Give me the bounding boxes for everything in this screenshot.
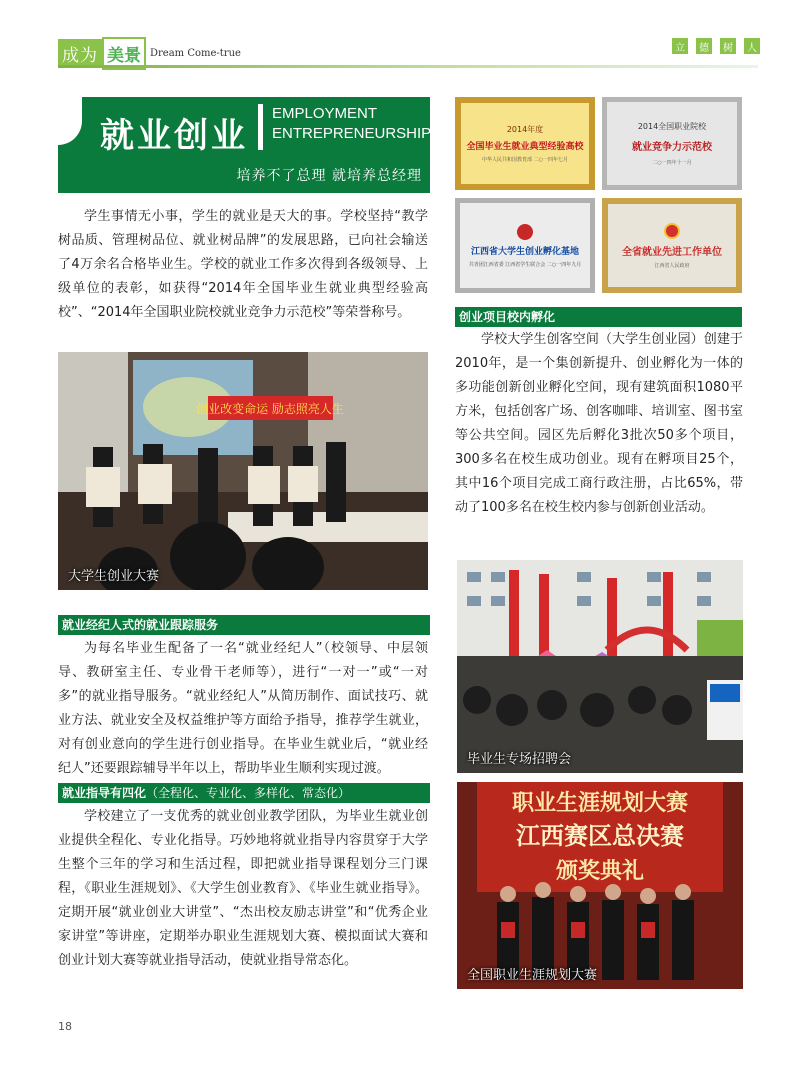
contest-scene [58,352,428,590]
plaque-competitiveness [602,97,742,190]
stage-line3: 颁奖典礼 [555,859,645,884]
header-tagline [672,38,760,54]
plaque-main: 就业竞争力示范校 [632,142,712,153]
guidance-text: 学校建立了一支优秀的就业创业教学团队，为毕业生就业创业提供全程化、专业化指导。巧妙地将就业指导内容贯穿于大学生整个三年的学习和生活过程，即把就业指导课程划分三门课程，《职业生涯规划》、《大学生创业教育》、《毕业生就业指导》。定期开展“就业创业大讲堂”、“杰出校友励志讲堂”和“优秀企业家讲堂”等讲座，定期举办职业生涯规划大赛、模拟面试大赛和创业计划大赛等就业指导活动，使就业指导常态化。 [58,809,428,968]
plaque-main: 全国毕业生就业典型经验高校 [466,142,584,152]
guidance-title: 就业指导有四化 [62,786,147,800]
job-fair-caption: 毕业生专场招聘会 [467,752,572,767]
plaque-typical-experience [455,97,595,190]
section-heading-guidance [58,783,430,803]
plaque-foot: 中华人民共和国教育部 二○一四年七月 [482,157,568,163]
magazine-logo [58,38,241,68]
agent-text: 为每名毕业生配备了一名“就业经纪人”（校领导、中层领导、教研室主任、专业骨干老师等），进行“一对一”或“一对多”的就业指导服务。“就业经纪人”从简历制作、面试技巧、就业方法、就业安全及权益维护等方面给予指导，推荐学生就业，对有创业意向的学生进行创业指导。在毕业生就业后，“就业经纪人”还要跟踪辅导半年以上，帮助毕业生顺利实现过渡。 [58,641,428,776]
career-contest-scene [457,782,743,989]
career-contest-caption: 全国职业生涯规划大赛 [467,968,598,983]
plaque-main: 全省就业先进工作单位 [622,246,722,258]
agent-paragraph [58,637,428,781]
agent-title: 就业经纪人式的就业跟踪服务 [62,618,219,632]
plaque-main: 江西省大学生创业孵化基地 [470,246,579,257]
section-heading-incubation [455,307,742,327]
plaque-advanced-unit [602,198,742,293]
national-emblem-icon [664,223,680,239]
logo-part2: 美景 [102,37,146,70]
logo-en: Dream Come-true [150,47,241,59]
plaque-face [460,203,590,288]
plaque-incubation-base [455,198,595,293]
header-rule [58,65,758,68]
stage-line2: 江西赛区总决赛 [516,822,684,850]
incubation-paragraph [455,328,743,520]
plaque-small: 2014年度 [506,125,544,134]
photo-job-fair [457,560,743,773]
plaque-small: 2014全国职业院校 [637,122,707,131]
banner-en-line1: EMPLOYMENT [272,105,378,122]
job-fair-scene [457,560,743,773]
section-heading-agent [58,615,430,635]
plaque-face [461,103,589,184]
plaque-face [607,102,737,185]
tagline-char: 树 [720,38,736,54]
tagline-char: 立 [672,38,688,54]
contest-banner-text: 创业改变命运 励志照亮人生 [196,402,344,416]
plaque-face [608,204,736,287]
tagline-char: 人 [744,38,760,54]
incubation-title: 创业项目校内孵化 [459,310,556,324]
incubation-text: 学校大学生创客空间（大学生创业园）创建于2010年，是一个集创新提升、创业孵化为一体的多功能创新创业孵化空间，现有建筑面积1080平方米，包括创客广场、创客咖啡、培训室、图书室等公共空间。园区先后孵化3批次50多个项目，300多名在校生成功创业。现有在孵项目25个，其中16个项目完成工商行政注册，占比65%，带动了100多名在校生校内参与创新创业活动。 [455,332,743,515]
banner-divider [258,104,263,150]
intro-text: 学生事情无小事，学生的就业是天大的事。学校坚持“教学树品质、管理树品位、就业树品牌”的发展思路，已向社会输送了4万余名合格毕业生。学校的就业工作多次得到各级领导、上级单位的表彰，如获得“2014年全国毕业生就业典型经验高校”、“2014年全国职业院校就业竞争力示范校”等荣誉称号。 [58,209,428,320]
plaque-foot: 二○一四年十一月 [652,160,692,166]
tagline-char: 德 [696,38,712,54]
stage-line1: 职业生涯规划大赛 [511,791,689,816]
photo-career-planning-contest [457,782,743,989]
plaque-foot: 共青团江西省委 江西省学生联合会 二○一四年九月 [468,261,582,268]
banner-subtitle: 培养不了总理 就培养总经理 [236,168,422,184]
guidance-paragraph [58,805,428,973]
youth-league-emblem-icon [517,224,533,240]
contest-caption: 大学生创业大赛 [68,569,160,584]
guidance-title-extra: （全程化、专业化、多样化、常态化） [146,786,351,800]
page-number: 18 [58,1020,72,1033]
photo-entrepreneurship-contest [58,352,428,590]
banner-english [272,104,431,144]
intro-paragraph [58,205,428,325]
banner-en-line2: ENTREPRENEURSHIP [272,125,432,142]
banner-title: 就业创业 [100,116,248,156]
plaque-foot: 江西省人民政府 [654,262,690,269]
logo-part1: 成为 [58,39,102,68]
